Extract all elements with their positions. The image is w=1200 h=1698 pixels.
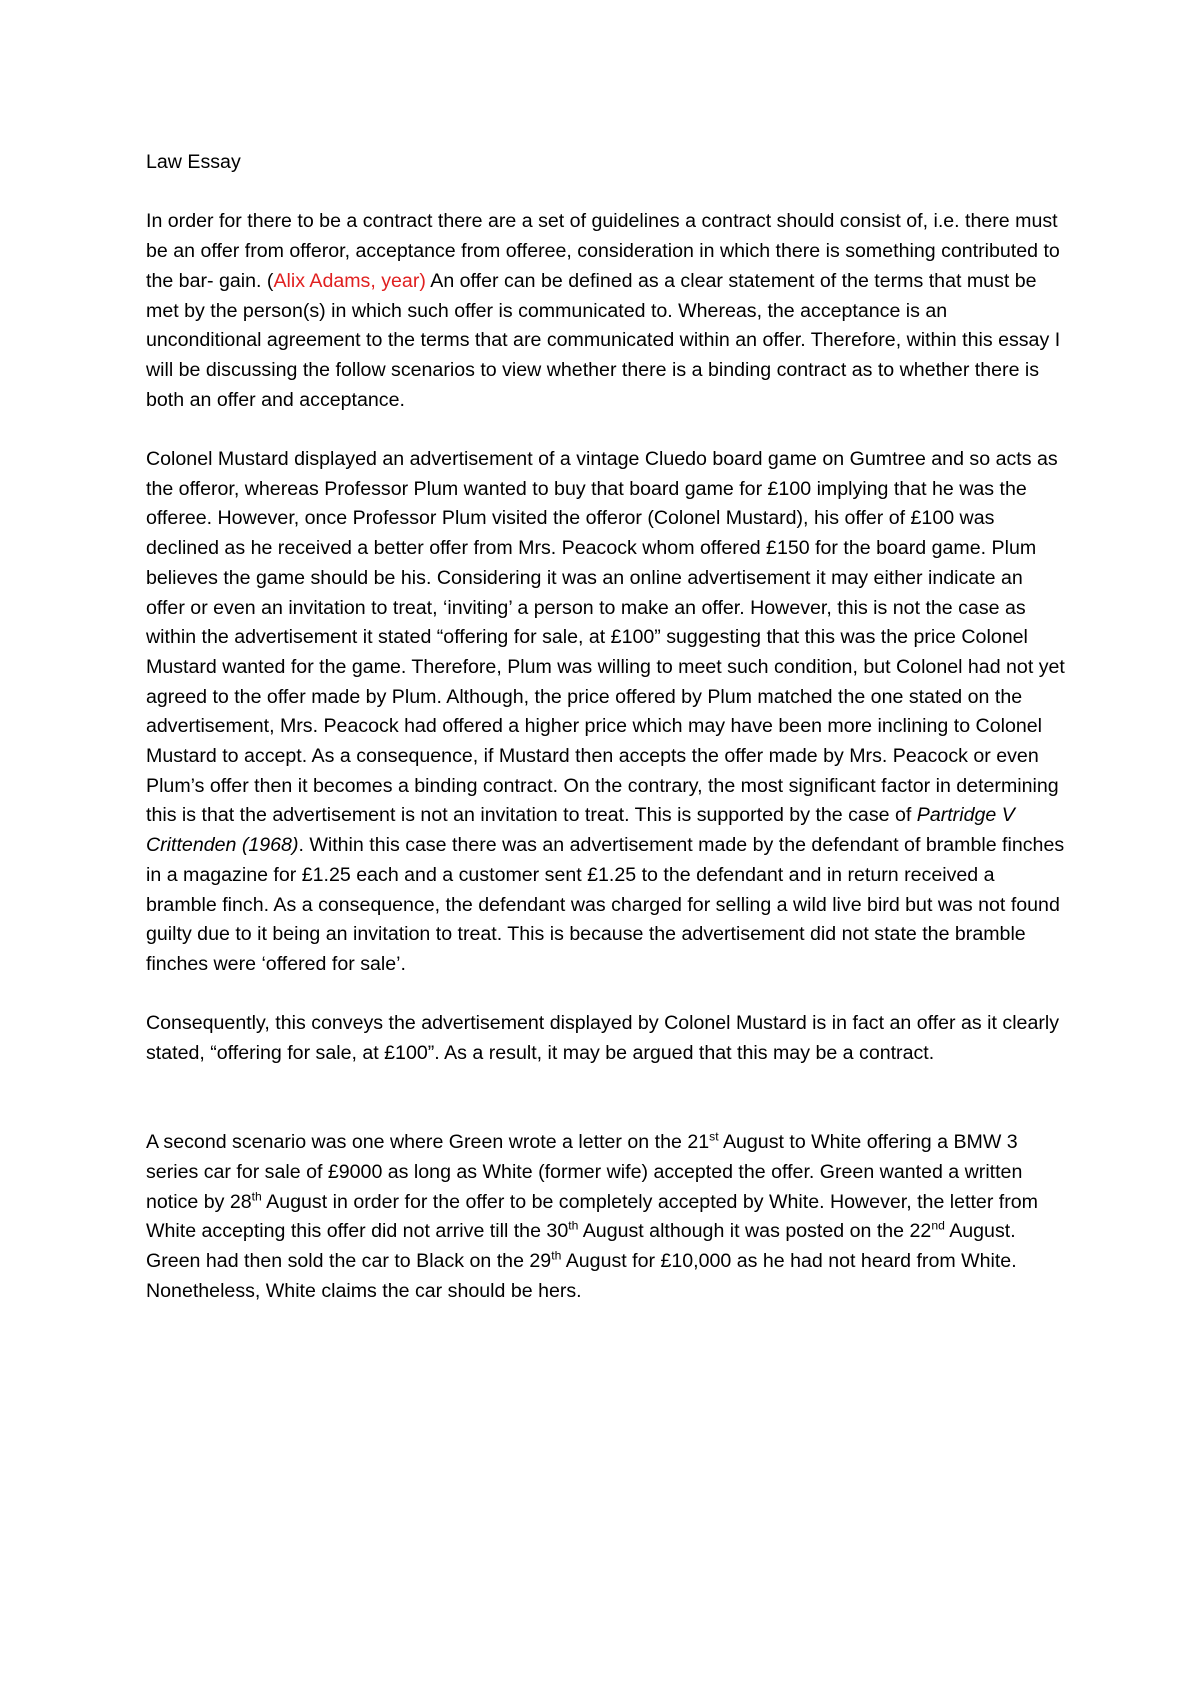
- paragraph-intro-text-a: In order for there to be a contract there are a set of guidelines a contract should consist of, i.e. there must be an offer from offeror, acceptance from offeree, consideration in which there is something contributed to the bar- gain. (: [146, 210, 1060, 292]
- case-reference: Partridge V Crittenden (1968): [146, 804, 1015, 857]
- paragraph-intro-text-b: An offer can be defined as a clear statement of the terms that must be met by the person(s) in which such offer is communicated to. Whereas, the acceptance is an unconditional agreement to the terms that are communicated within an offer. Therefore, within this essay I will be discussing the follow scenarios to view whether there is a binding contract as to whether there is both an offer and acceptance.: [146, 269, 1061, 411]
- ordinal-suffix: th: [551, 1248, 562, 1263]
- paragraph-scenario-one-text-a: Colonel Mustard displayed an advertisement of a vintage Cluedo board game on Gumtree and so acts as the offeror, whereas Professor Plum wanted to buy that board game for £100 implying that he was the offeree. However, once Professor Plum visited the offeror (Colonel Mustard), his offer of £100 was declined as he received a better offer from Mrs. Peacock whom offered £150 for the board game. Plum believes the game should be his. Considering it was an online advertisement it may either indicate an offer or even an invitation to treat, ‘inviting’ a person to make an offer. However, this is not the case as within the advertisement it stated “offering for sale, at £100” suggesting that this was the price Colonel Mustard wanted for the game. Therefore, Plum was willing to meet such condition, but Colonel had not yet agreed to the offer made by Plum. Although, the price offered by Plum matched the one stated on the advertisement, Mrs. Peacock had offered a higher price which may have been more inclining to Colonel Mustard to accept. As a consequence, if Mustard then accepts the offer made by Mrs. Peacock or even Plum’s offer then it becomes a binding contract. On the contrary, the most significant factor in determining this is that the advertisement is not an invitation to treat. This is supported by the case of: [146, 448, 1065, 827]
- scenario-two-text-4: August although it was posted on the 22: [578, 1220, 932, 1243]
- paragraph-conclusion-one: Consequently, this conveys the advertisement displayed by Colonel Mustard is in fact an offer as it clearly stated, “offering for sale, at £100”. As a result, it may be argued that this may be a contract.: [146, 1012, 1060, 1065]
- scenario-two-text-3: August in order for the offer to be completely accepted by White. However, the letter from White accepting this offer did not arrive till the 30: [146, 1190, 1038, 1243]
- paragraph-scenario-two: [146, 1128, 1066, 1306]
- ordinal-suffix: nd: [931, 1218, 945, 1233]
- document-title: Law Essay: [146, 151, 241, 173]
- ordinal-suffix: th: [251, 1189, 262, 1204]
- citation: Alix Adams, year): [273, 269, 426, 292]
- ordinal-suffix: th: [568, 1218, 579, 1233]
- document-body: [146, 148, 1066, 1336]
- scenario-two-text-6: August for £10,000 as he had not heard from White. Nonetheless, White claims the car should be hers.: [146, 1249, 1017, 1302]
- scenario-two-text-1: A second scenario was one where Green wrote a letter on the 21: [146, 1131, 710, 1154]
- scenario-two-text-5: August. Green had then sold the car to Black on the 29: [146, 1220, 1016, 1272]
- ordinal-suffix: st: [709, 1129, 719, 1144]
- paragraph-intro: [146, 207, 1066, 415]
- paragraph-scenario-one: [146, 445, 1066, 980]
- paragraph-scenario-one-text-b: . Within this case there was an advertisement made by the defendant of bramble finches in a magazine for £1.25 each and a customer sent £1.25 to the defendant and in return received a bramble finch. As a consequence, the defendant was charged for selling a wild live bird but was not found guilty due to it being an invitation to treat. This is because the advertisement did not state the bramble finches were ‘offered for sale’.: [146, 834, 1065, 975]
- scenario-two-text-2: August to White offering a BMW 3 series car for sale of £9000 as long as White (former wife) accepted the offer. Green wanted a written notice by 28: [146, 1131, 1023, 1213]
